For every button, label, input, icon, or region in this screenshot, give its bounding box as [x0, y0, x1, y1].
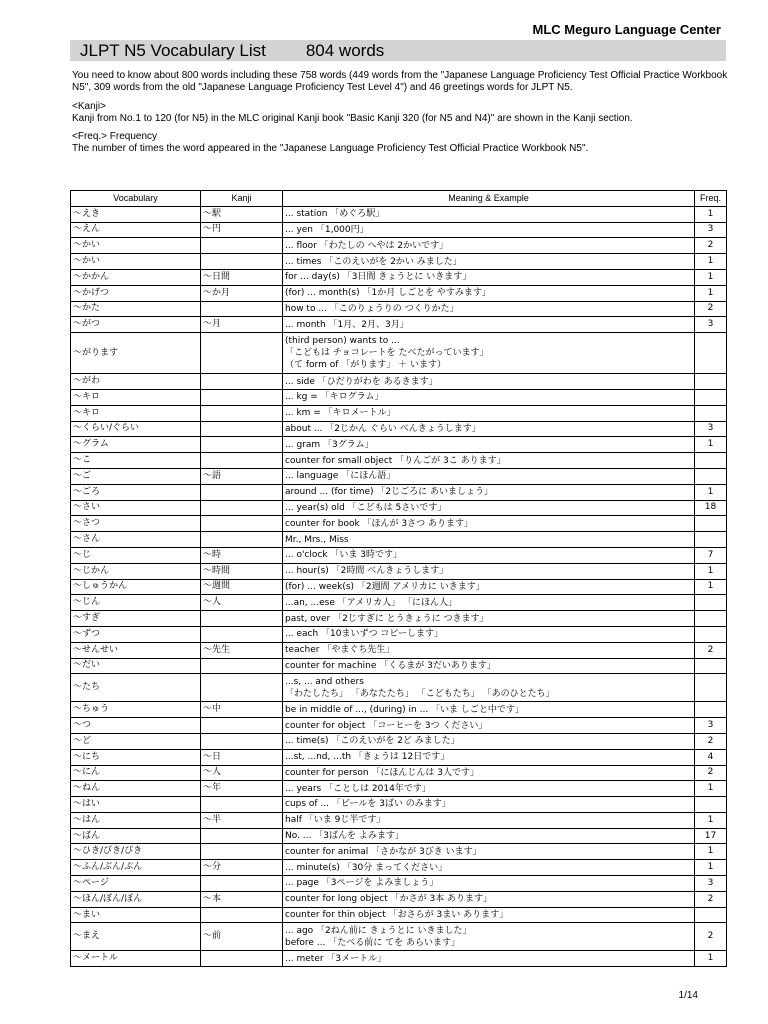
center-name: MLC Meguro Language Center: [532, 22, 721, 37]
vocab-cell: ～ばん: [71, 828, 201, 844]
meaning-cell: [283, 516, 695, 532]
freq-cell: 1: [695, 206, 727, 222]
kanji-cell: [201, 876, 283, 892]
kanji-cell: [201, 733, 283, 749]
vocab-cell: ～メートル: [71, 951, 201, 967]
vocab-cell: ～がつ: [71, 317, 201, 333]
meaning-cell: [283, 860, 695, 876]
meaning-cell: [283, 595, 695, 611]
meaning-cell: [283, 437, 695, 453]
meaning-line: ... year(s) old 「こどもは 5さいです」: [285, 502, 447, 513]
vocab-cell: ～かげつ: [71, 285, 201, 301]
kanji-cell: [201, 658, 283, 674]
meaning-line: counter for machine 「くるまが 3だいあります」: [285, 660, 496, 671]
vocab-cell: ～にち: [71, 749, 201, 765]
kanji-cell: ～時: [201, 547, 283, 563]
vocab-cell: ～えん: [71, 222, 201, 238]
kanji-cell: ～日: [201, 749, 283, 765]
meaning-line: for ... day(s) 「3日間 きょうとに いきます」: [285, 272, 472, 283]
freq-cell: [695, 611, 727, 627]
freq-cell: 3: [695, 317, 727, 333]
freq-cell: 1: [695, 254, 727, 270]
meaning-line: counter for animal 「さかなが 3びき います」: [285, 846, 482, 857]
intro-section: [72, 70, 732, 162]
freq-cell: [695, 333, 727, 374]
meaning-cell: [283, 579, 695, 595]
meaning-cell: [283, 797, 695, 813]
vocab-cell: ～たち: [71, 674, 201, 702]
freq-cell: 2: [695, 301, 727, 317]
table-row: [71, 812, 727, 828]
meaning-cell: [283, 563, 695, 579]
freq-cell: 1: [695, 563, 727, 579]
meaning-line: (third person) wants to ...: [285, 336, 400, 347]
kanji-cell: [201, 437, 283, 453]
freq-cell: 1: [695, 269, 727, 285]
table-row: [71, 781, 727, 797]
meaning-line: about ... 「2じかん ぐらい べんきょうします」: [285, 423, 481, 434]
kanji-cell: [201, 828, 283, 844]
meaning-line: half 「いま 9じ半です」: [285, 815, 386, 826]
vocab-cell: ～せんせい: [71, 642, 201, 658]
meaning-cell: [283, 206, 695, 222]
kanji-cell: ～本: [201, 891, 283, 907]
meaning-cell: [283, 749, 695, 765]
vocab-cell: ～ひき/びき/ぴき: [71, 844, 201, 860]
meaning-line: 「こどもは チョコレートを たべたがっています」: [285, 348, 489, 359]
table-row: [71, 765, 727, 781]
kanji-cell: [201, 611, 283, 627]
table-row: [71, 626, 727, 642]
meaning-line: (for) ... week(s) 「2週間 アメリカに いきます」: [285, 581, 485, 592]
meaning-cell: [283, 532, 695, 548]
meaning-line: ...st, ...nd, ...th 「きょうは 12日です」: [285, 752, 450, 763]
vocab-cell: ～かい: [71, 254, 201, 270]
kanji-cell: [201, 405, 283, 421]
meaning-cell: [283, 611, 695, 627]
table-row: [71, 374, 727, 390]
freq-cell: 2: [695, 765, 727, 781]
freq-cell: [695, 797, 727, 813]
freq-cell: 7: [695, 547, 727, 563]
vocab-cell: ～かかん: [71, 269, 201, 285]
table-row: [71, 718, 727, 734]
table-row: [71, 876, 727, 892]
kanji-cell: [201, 626, 283, 642]
kanji-cell: [201, 718, 283, 734]
vocab-cell: ～かた: [71, 301, 201, 317]
table-row: [71, 611, 727, 627]
meaning-cell: [283, 674, 695, 702]
vocab-cell: ～グラム: [71, 437, 201, 453]
table-row: [71, 891, 727, 907]
meaning-cell: [283, 718, 695, 734]
freq-cell: [695, 468, 727, 484]
table-row: [71, 206, 727, 222]
freq-cell: [695, 626, 727, 642]
freq-cell: 3: [695, 718, 727, 734]
kanji-cell: [201, 301, 283, 317]
meaning-line: 「わたしたち」 「あなたたち」 「こどもたち」 「あのひとたち」: [285, 688, 555, 699]
vocab-cell: ～ご: [71, 468, 201, 484]
kanji-cell: [201, 333, 283, 374]
vocab-cell: ～しゅうかん: [71, 579, 201, 595]
meaning-line: counter for small object 「りんごが 3こ あります」: [285, 455, 506, 466]
meaning-cell: [283, 733, 695, 749]
meaning-line: before ... 「たべる前に てを あらいます」: [285, 937, 460, 948]
vocab-cell: ～ページ: [71, 876, 201, 892]
vocab-cell: ～さい: [71, 500, 201, 516]
table-row: [71, 547, 727, 563]
freq-cell: 17: [695, 828, 727, 844]
page-number: 1/14: [678, 990, 698, 1001]
freq-cell: 3: [695, 876, 727, 892]
kanji-cell: ～半: [201, 812, 283, 828]
freq-note: [72, 131, 732, 156]
meaning-line: around ... (for time) 「2じごろに あいましょう」: [285, 487, 493, 498]
kanji-heading: <Kanji>: [72, 100, 106, 112]
freq-cell: 1: [695, 844, 727, 860]
meaning-line: counter for book 「ほんが 3さつ あります」: [285, 518, 473, 529]
vocab-cell: ～くらい/ぐらい: [71, 421, 201, 437]
kanji-cell: [201, 421, 283, 437]
vocab-cell: ～さつ: [71, 516, 201, 532]
page-title: JLPT N5 Vocabulary List: [80, 41, 266, 60]
kanji-cell: [201, 453, 283, 469]
table-row: [71, 333, 727, 374]
meaning-line: ... meter 「3メートル」: [285, 953, 387, 964]
intro-paragraph: You need to know about 800 words including these 758 words (449 words from the "Japanese Language Proficiency Test Official Practice Workbook N5", 309 words from the old "Japanese Language Proficiency Test Level 4") and 46 greetings words for JLPT N5.: [72, 70, 728, 94]
vocab-cell: ～すぎ: [71, 611, 201, 627]
kanji-cell: ～年: [201, 781, 283, 797]
kanji-cell: [201, 500, 283, 516]
meaning-line: ... language 「にほん語」: [285, 471, 396, 482]
vocab-cell: ～だい: [71, 658, 201, 674]
table-row: [71, 749, 727, 765]
freq-cell: [695, 389, 727, 405]
word-count: 804 words: [305, 41, 385, 60]
meaning-line: be in middle of ..., (during) in ... 「いま しごと中です」: [285, 704, 524, 715]
meaning-cell: [283, 405, 695, 421]
freq-cell: 2: [695, 642, 727, 658]
vocab-cell: ～えき: [71, 206, 201, 222]
kanji-cell: ～先生: [201, 642, 283, 658]
kanji-cell: ～円: [201, 222, 283, 238]
table-header-row: [71, 191, 727, 207]
vocab-cell: ～まい: [71, 907, 201, 923]
meaning-cell: [283, 951, 695, 967]
table-row: [71, 317, 727, 333]
table-row: [71, 500, 727, 516]
meaning-cell: [283, 301, 695, 317]
table-row: [71, 828, 727, 844]
kanji-cell: ～分: [201, 860, 283, 876]
meaning-cell: [283, 333, 695, 374]
meaning-line: No. ... 「3ばんを よみます」: [285, 831, 404, 842]
freq-cell: 1: [695, 579, 727, 595]
table-row: [71, 269, 727, 285]
table-row: [71, 860, 727, 876]
meaning-line: ... kg = 「キログラム」: [285, 392, 384, 403]
meaning-line: counter for person 「にほんじんは 3人です」: [285, 767, 480, 778]
meaning-cell: [283, 254, 695, 270]
table-row: [71, 222, 727, 238]
table-row: [71, 844, 727, 860]
table-row: [71, 595, 727, 611]
meaning-line: ...an, ...ese 「アメリカ人」 「にほん人」: [285, 597, 457, 608]
meaning-cell: [283, 468, 695, 484]
meaning-cell: [283, 484, 695, 500]
meaning-cell: [283, 658, 695, 674]
freq-cell: [695, 374, 727, 390]
meaning-cell: [283, 238, 695, 254]
freq-cell: 1: [695, 285, 727, 301]
meaning-cell: [283, 765, 695, 781]
meaning-line: ... floor 「わたしの へやは 2かいです」: [285, 240, 449, 251]
table-row: [71, 674, 727, 702]
freq-cell: [695, 658, 727, 674]
table-row: [71, 405, 727, 421]
kanji-cell: [201, 797, 283, 813]
kanji-cell: ～人: [201, 595, 283, 611]
kanji-cell: [201, 374, 283, 390]
table-row: [71, 907, 727, 923]
meaning-line: ... side 「ひだりがわを あるきます」: [285, 376, 438, 387]
meaning-line: past, over 「2じすぎに とうきょうに つきます」: [285, 613, 489, 624]
meaning-cell: [283, 923, 695, 951]
meaning-line: counter for long object 「かさが 3本 あります」: [285, 894, 493, 905]
table-row: [71, 563, 727, 579]
meaning-line: ... station 「めぐろ駅」: [285, 209, 385, 220]
meaning-line: ... o'clock 「いま 3時です」: [285, 550, 402, 561]
kanji-cell: [201, 516, 283, 532]
vocab-cell: ～まえ: [71, 923, 201, 951]
freq-cell: [695, 516, 727, 532]
meaning-line: ...s, ... and others: [285, 676, 364, 687]
kanji-cell: [201, 532, 283, 548]
vocab-cell: ～はい: [71, 797, 201, 813]
meaning-cell: [283, 389, 695, 405]
table-row: [71, 797, 727, 813]
vocab-cell: ～がります: [71, 333, 201, 374]
vocab-cell: ～がわ: [71, 374, 201, 390]
table-row: [71, 421, 727, 437]
table-row: [71, 702, 727, 718]
vocab-cell: ～ちゅう: [71, 702, 201, 718]
vocab-cell: ～ねん: [71, 781, 201, 797]
meaning-cell: [283, 812, 695, 828]
kanji-note: [72, 101, 732, 126]
table-row: [71, 301, 727, 317]
meaning-line: teacher 「やまぐち先生」: [285, 645, 395, 656]
vocab-cell: ～かい: [71, 238, 201, 254]
table-row: [71, 532, 727, 548]
meaning-cell: [283, 907, 695, 923]
meaning-line: ... minute(s) 「30分 まってください」: [285, 862, 448, 873]
kanji-cell: [201, 389, 283, 405]
meaning-line: how to ... 「このりょうりの つくりかた」: [285, 303, 459, 314]
freq-cell: 3: [695, 222, 727, 238]
freq-cell: [695, 405, 727, 421]
meaning-cell: [283, 702, 695, 718]
kanji-cell: ～か月: [201, 285, 283, 301]
table-row: [71, 579, 727, 595]
freq-cell: 2: [695, 923, 727, 951]
meaning-cell: [283, 876, 695, 892]
vocab-cell: ～はん: [71, 812, 201, 828]
meaning-cell: [283, 500, 695, 516]
table-row: [71, 468, 727, 484]
freq-cell: 1: [695, 781, 727, 797]
table-row: [71, 238, 727, 254]
meaning-cell: [283, 828, 695, 844]
meaning-line: ... time(s) 「このえいがを 2ど みました」: [285, 736, 460, 747]
kanji-cell: [201, 951, 283, 967]
vocab-cell: ～ごろ: [71, 484, 201, 500]
kanji-cell: [201, 238, 283, 254]
freq-cell: [695, 674, 727, 702]
freq-cell: [695, 702, 727, 718]
header-freq: Freq.: [695, 191, 727, 207]
table-row: [71, 254, 727, 270]
meaning-cell: [283, 781, 695, 797]
meaning-line: ... gram 「3グラム」: [285, 439, 374, 450]
freq-cell: [695, 907, 727, 923]
table-row: [71, 285, 727, 301]
meaning-cell: [283, 844, 695, 860]
table-row: [71, 951, 727, 967]
freq-cell: 3: [695, 421, 727, 437]
meaning-line: ... each 「10まいずつ コピーします」: [285, 629, 443, 640]
kanji-cell: ～人: [201, 765, 283, 781]
meaning-cell: [283, 317, 695, 333]
vocab-cell: ～キロ: [71, 405, 201, 421]
header-kanji: Kanji: [201, 191, 283, 207]
kanji-cell: ～中: [201, 702, 283, 718]
meaning-cell: [283, 421, 695, 437]
vocab-cell: ～ずつ: [71, 626, 201, 642]
freq-cell: 1: [695, 860, 727, 876]
kanji-cell: [201, 907, 283, 923]
meaning-cell: [283, 269, 695, 285]
vocab-cell: ～つ: [71, 718, 201, 734]
kanji-cell: [201, 844, 283, 860]
freq-cell: 2: [695, 238, 727, 254]
freq-cell: [695, 595, 727, 611]
meaning-line: counter for object 「コーヒーを 3つ ください」: [285, 720, 488, 731]
table-row: [71, 484, 727, 500]
table-row: [71, 642, 727, 658]
meaning-line: ... times 「このえいがを 2かい みました」: [285, 256, 462, 267]
header-vocabulary: Vocabulary: [71, 191, 201, 207]
meaning-line: (for) ... month(s) 「1か月 しごとを やすみます」: [285, 288, 491, 299]
meaning-line: ... page 「3ページを よみましょう」: [285, 878, 439, 889]
freq-cell: [695, 453, 727, 469]
vocab-cell: ～じかん: [71, 563, 201, 579]
meaning-cell: [283, 374, 695, 390]
vocab-cell: ～じ: [71, 547, 201, 563]
kanji-cell: ～語: [201, 468, 283, 484]
table-row: [71, 733, 727, 749]
vocab-cell: ～ふん/ぶん/ぷん: [71, 860, 201, 876]
meaning-cell: [283, 222, 695, 238]
header-meaning: Meaning & Example: [283, 191, 695, 207]
freq-cell: 2: [695, 733, 727, 749]
vocab-cell: ～ど: [71, 733, 201, 749]
meaning-line: （て form of 「がります」 ＋ います）: [285, 360, 446, 371]
meaning-cell: [283, 891, 695, 907]
freq-cell: [695, 532, 727, 548]
table-body: [71, 206, 727, 966]
meaning-line: ... hour(s) 「2時間 べんきょうします」: [285, 566, 449, 577]
vocab-cell: ～じん: [71, 595, 201, 611]
freq-cell: 1: [695, 812, 727, 828]
freq-cell: 1: [695, 437, 727, 453]
kanji-cell: ～駅: [201, 206, 283, 222]
table-row: [71, 453, 727, 469]
freq-cell: 1: [695, 951, 727, 967]
title-bar: [70, 40, 726, 61]
meaning-line: ... years 「ことしは 2014年です」: [285, 783, 431, 794]
kanji-cell: [201, 254, 283, 270]
freq-cell: 18: [695, 500, 727, 516]
table-row: [71, 658, 727, 674]
meaning-line: ... month 「1月、2月、3月」: [285, 319, 409, 330]
meaning-line: ... yen 「1,000円」: [285, 224, 369, 235]
meaning-line: Mr., Mrs., Miss: [285, 534, 349, 545]
kanji-cell: ～日間: [201, 269, 283, 285]
meaning-cell: [283, 547, 695, 563]
freq-heading: <Freq.> Frequency: [72, 131, 158, 143]
kanji-cell: [201, 674, 283, 702]
meaning-cell: [283, 453, 695, 469]
table-row: [71, 923, 727, 951]
freq-cell: 4: [695, 749, 727, 765]
kanji-cell: [201, 484, 283, 500]
kanji-cell: ～月: [201, 317, 283, 333]
table-row: [71, 437, 727, 453]
meaning-line: ... km = 「キロメートル」: [285, 408, 396, 419]
kanji-cell: ～週間: [201, 579, 283, 595]
meaning-line: ... ago 「2ねん前に きょうとに いきました」: [285, 925, 472, 936]
meaning-cell: [283, 642, 695, 658]
table-row: [71, 389, 727, 405]
meaning-cell: [283, 285, 695, 301]
vocab-cell: ～こ: [71, 453, 201, 469]
kanji-text: Kanji from No.1 to 120 (for N5) in the MLC original Kanji book "Basic Kanji 320 (for N5 and N4)" are shown in the Kanji section.: [72, 112, 633, 124]
vocabulary-table: [70, 190, 727, 967]
kanji-cell: ～前: [201, 923, 283, 951]
freq-text: The number of times the word appeared in the "Japanese Language Proficiency Test Official Practice Workbook N5".: [72, 143, 589, 155]
freq-cell: 1: [695, 484, 727, 500]
meaning-cell: [283, 626, 695, 642]
table-row: [71, 516, 727, 532]
vocab-cell: ～キロ: [71, 389, 201, 405]
vocab-cell: ～にん: [71, 765, 201, 781]
vocab-cell: ～ほん/ぼん/ぽん: [71, 891, 201, 907]
meaning-line: cups of ... 「ビールを 3ばい のみます」: [285, 799, 451, 810]
kanji-cell: ～時間: [201, 563, 283, 579]
meaning-line: counter for thin object 「おさらが 3まい あります」: [285, 910, 509, 921]
freq-cell: 2: [695, 891, 727, 907]
vocab-cell: ～さん: [71, 532, 201, 548]
